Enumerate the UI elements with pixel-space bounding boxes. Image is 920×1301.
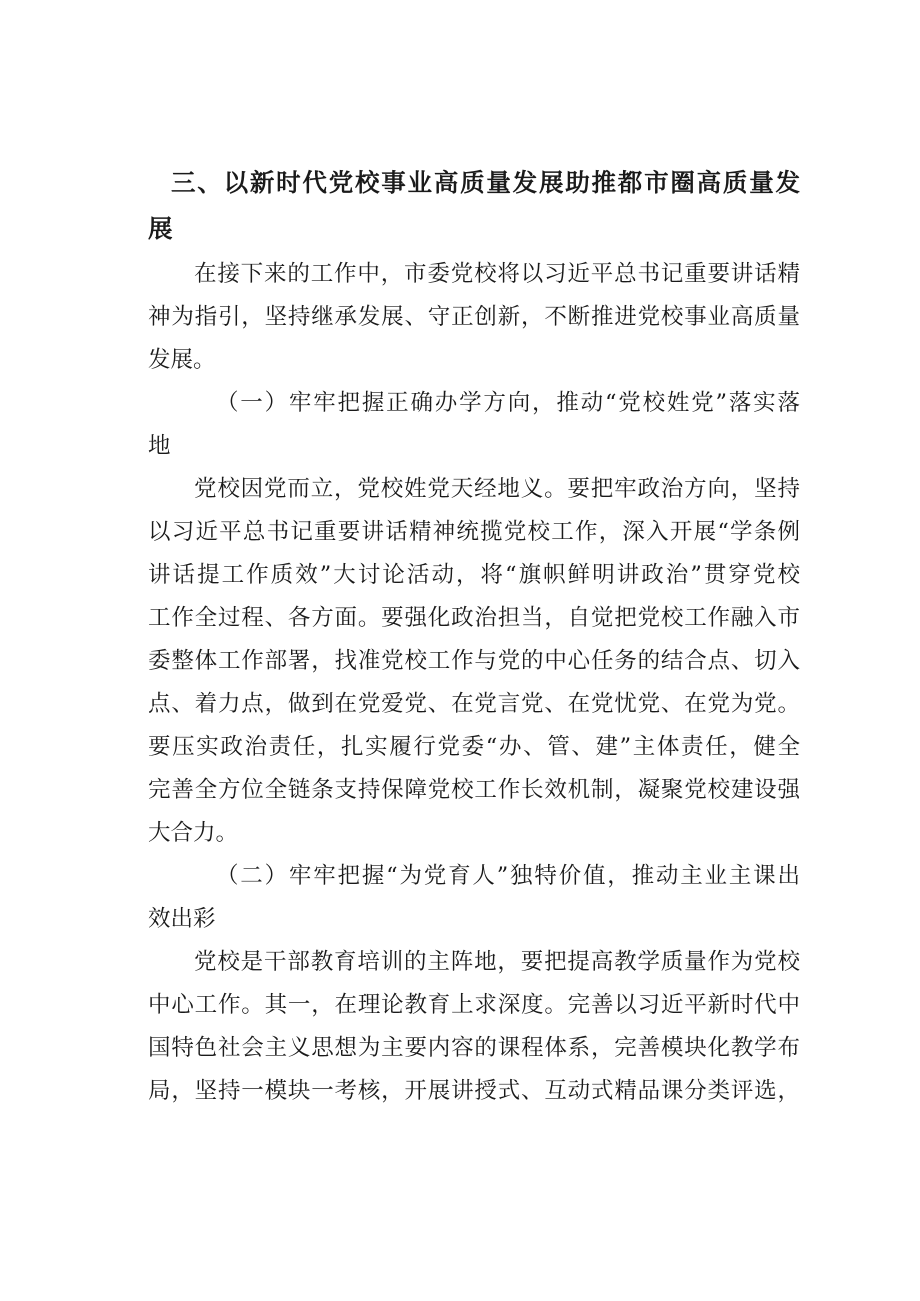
sub2-body-line-1: 党校是干部教育培训的主阵地，要把提高教学质量作为党校 [194,949,800,975]
section-heading-line-1: 三、以新时代党校事业高质量发展助推都市圈高质量发 [171,168,800,197]
sub1-body-line-8: 完善全方位全链条支持保障党校工作长效机制，凝聚党校建设强 [148,777,800,803]
section-heading-line-2: 展 [148,214,173,243]
sub1-body-line-6: 点、着力点，做到在党爱党、在党言党、在党忧党、在党为党。 [148,691,800,717]
sub1-body-line-9: 大合力。 [148,820,239,846]
sub1-body-line-3: 讲话提工作质效”大讨论活动，将“旗帜鲜明讲政治”贯穿党校 [148,562,800,588]
subsection-1-body [148,468,800,855]
subsection-1-title-line-2: 地 [148,433,171,459]
intro-line-2: 神为指引，坚持继承发展、守正创新，不断推进党校事业高质量 [148,304,800,330]
sub1-body-line-2: 以习近平总书记重要讲话精神统揽党校工作，深入开展“学条例 [148,519,800,545]
intro-line-1: 在接下来的工作中，市委党校将以习近平总书记重要讲话精 [194,261,800,287]
subsection-1-title [148,382,800,468]
subsection-2-title [148,855,800,941]
sub2-body-line-4: 局，坚持一模块一考核，开展讲授式、互动式精品课分类评选， [148,1078,800,1104]
document-page [148,160,800,1113]
subsection-2-title-line-2: 效出彩 [148,906,216,932]
subsection-2-title-line-1: （二）牢牢把握“为党育人”独特价值，推动主业主课出 [216,863,800,889]
section-heading [148,160,800,252]
subsection-1-title-line-1: （一）牢牢把握正确办学方向，推动“党校姓党”落实落 [216,390,800,416]
sub2-body-line-3: 国特色社会主义思想为主要内容的课程体系，完善模块化教学布 [148,1035,800,1061]
subsection-2-body [148,941,800,1113]
sub1-body-line-5: 委整体工作部署，找准党校工作与党的中心任务的结合点、切入 [148,648,800,674]
sub1-body-line-7: 要压实政治责任，扎实履行党委“办、管、建”主体责任，健全 [148,734,800,760]
intro-paragraph [148,253,800,382]
sub1-body-line-1: 党校因党而立，党校姓党天经地义。要把牢政治方向，坚持 [194,476,800,502]
sub1-body-line-4: 工作全过程、各方面。要强化政治担当，自觉把党校工作融入市 [148,605,800,631]
sub2-body-line-2: 中心工作。其一，在理论教育上求深度。完善以习近平新时代中 [148,992,800,1018]
intro-line-3: 发展。 [148,347,216,373]
